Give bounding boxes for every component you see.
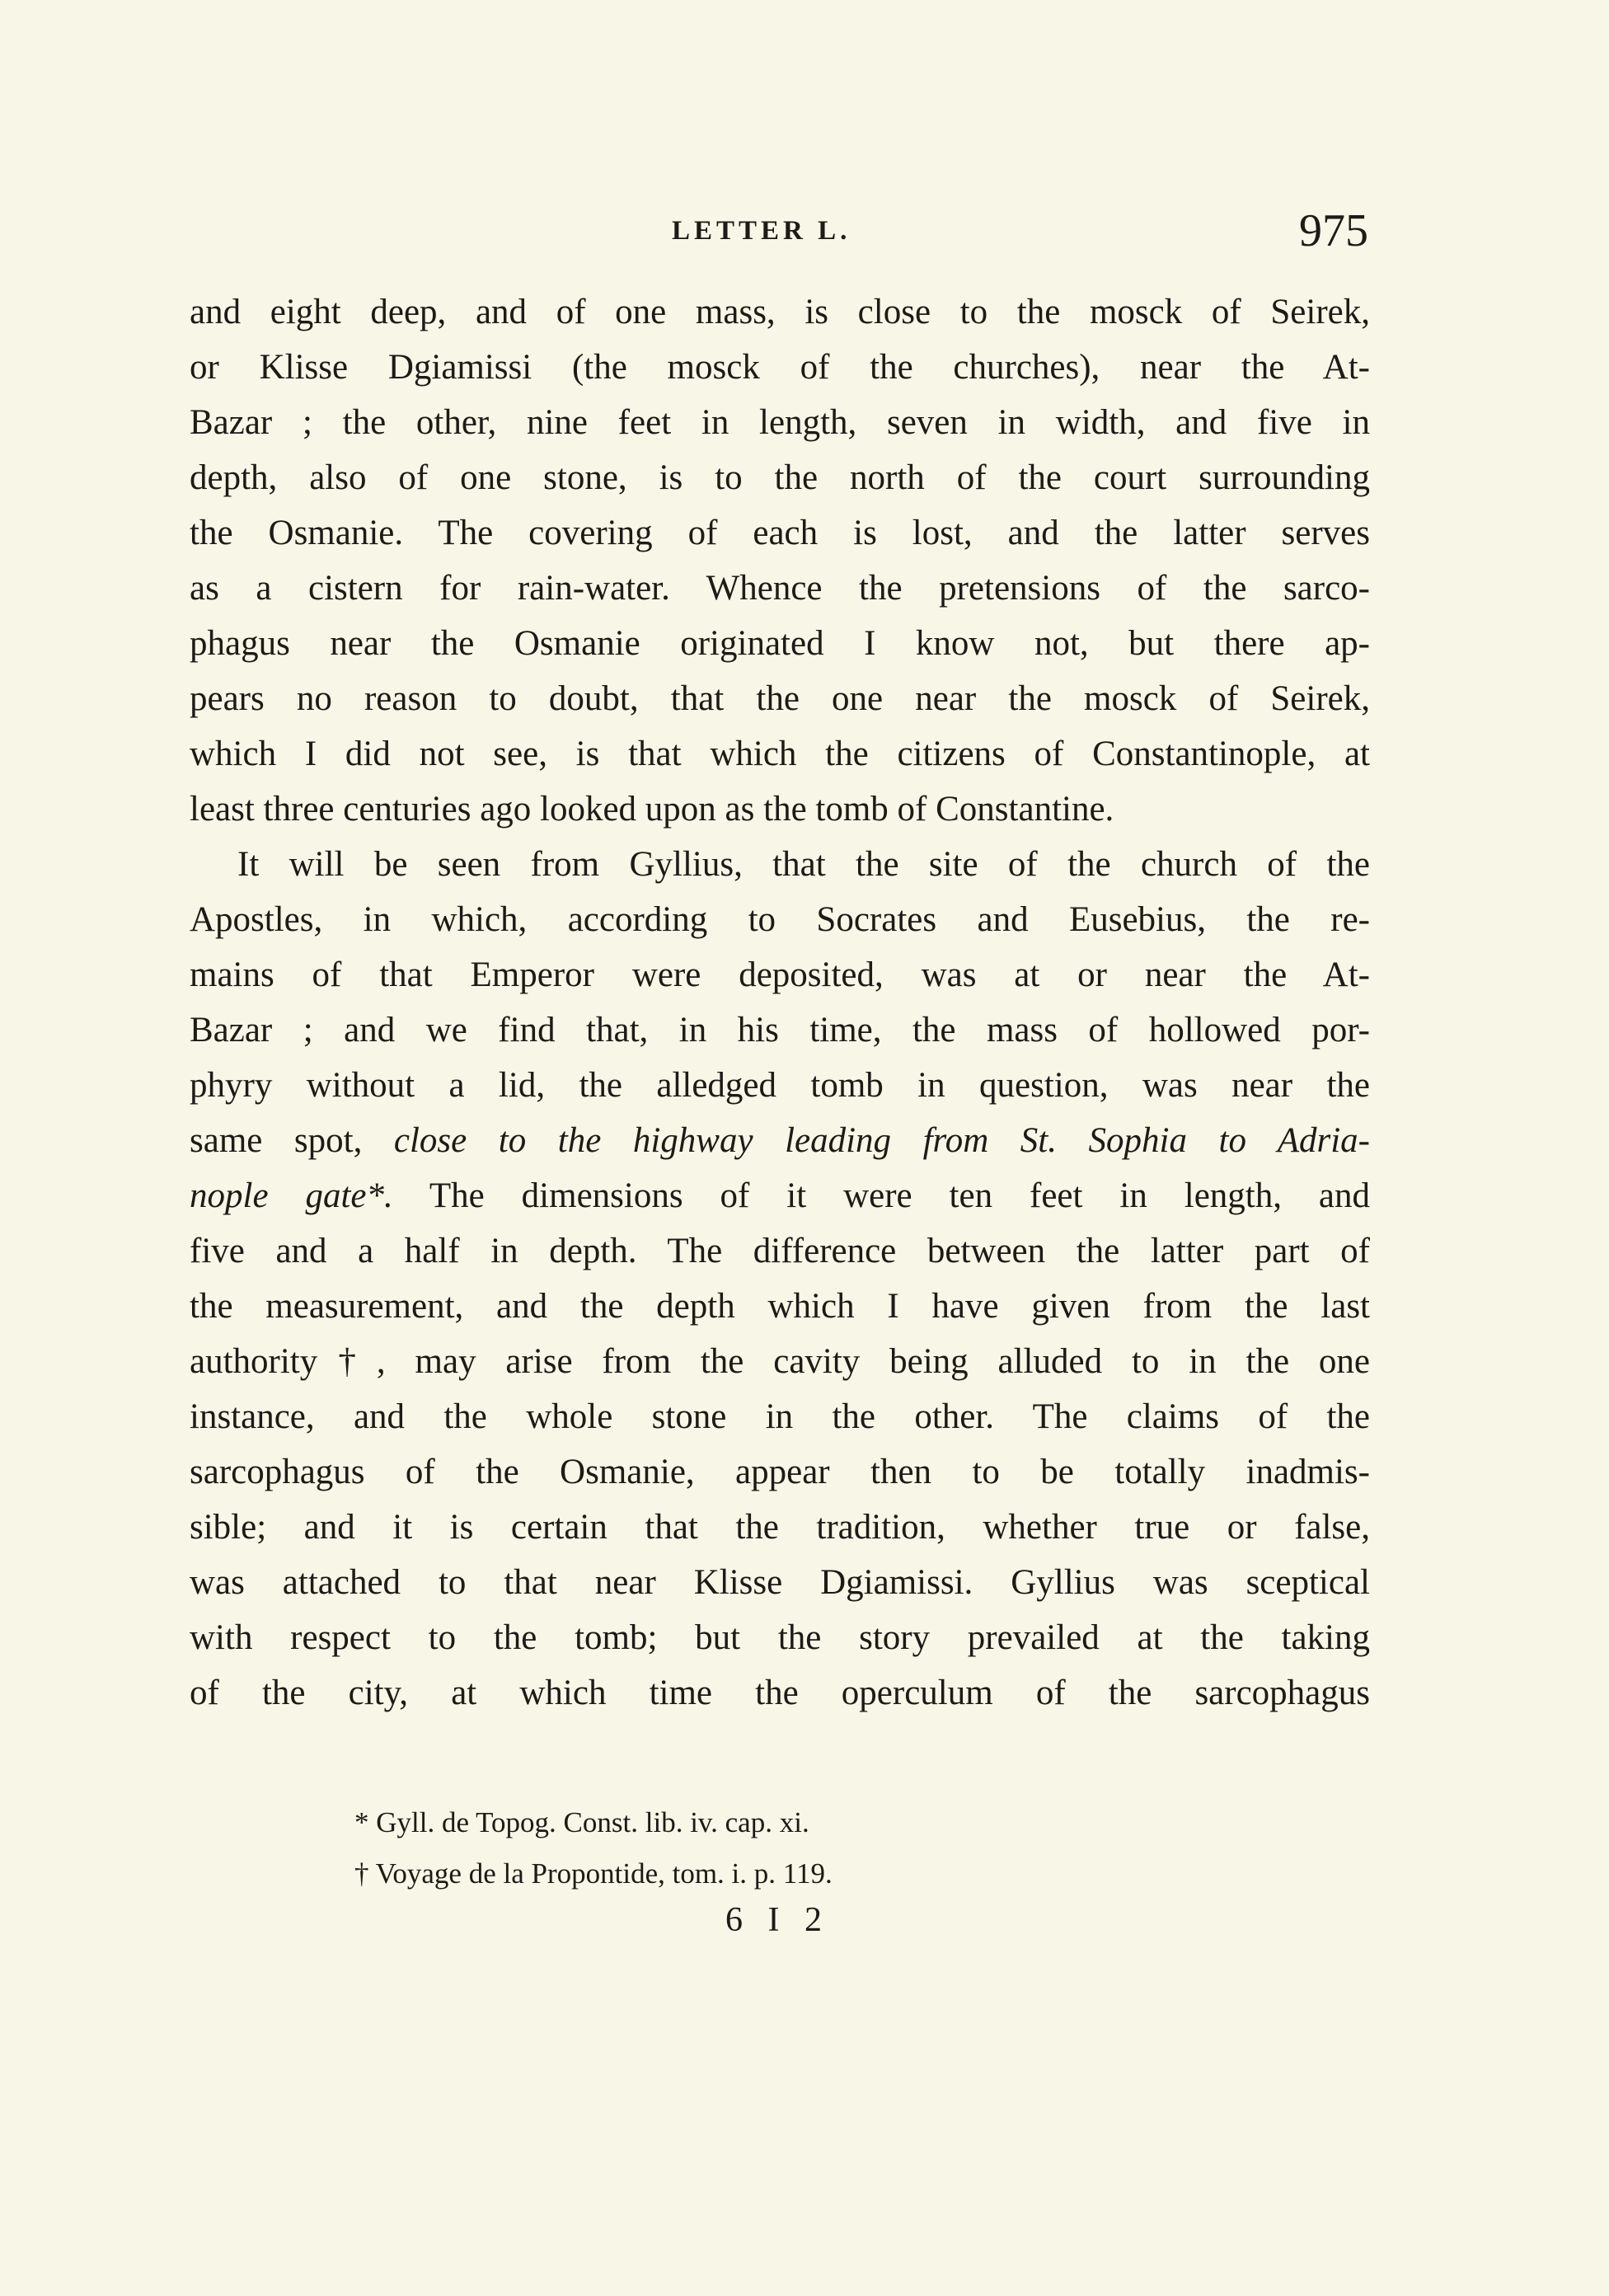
text-line: sarcophagus of the Osmanie, appear then to be totally inadmis- <box>190 1453 1370 1491</box>
text-line: Bazar ; the other, nine feet in length, seven in width, and five in <box>190 403 1370 442</box>
text-line: phyry without a lid, the alledged tomb in question, was near the <box>190 1066 1370 1105</box>
text-segment: The dimensions of it were ten feet in length, and <box>429 1176 1370 1215</box>
text-line: phagus near the Osmanie originated I know not, but there ap- <box>190 624 1370 663</box>
footnotes <box>354 1797 1096 1899</box>
signature-mark: 6 I 2 <box>725 1901 830 1939</box>
text-line: least three centuries ago looked upon as the tomb of Constantine. <box>190 790 1114 829</box>
running-head: LETTER L. <box>672 216 851 246</box>
text-line: as a cistern for rain-water. Whence the pretensions of the sarco- <box>190 569 1370 608</box>
text-line: pears no reason to doubt, that the one near the mosck of Seirek, <box>190 679 1370 718</box>
text-line: five and a half in depth. The difference between the latter part of <box>190 1232 1370 1270</box>
italic-quote-end: nople gate*. <box>190 1176 393 1215</box>
text-line: Bazar ; and we find that, in his time, the mass of hollowed por- <box>190 1011 1370 1049</box>
text-line: and eight deep, and of one mass, is close to the mosck of Seirek, <box>190 293 1370 331</box>
text-segment: same spot, <box>190 1121 363 1160</box>
text-line: which I did not see, is that which the citizens of Constantinople, at <box>190 735 1370 773</box>
text-line: mains of that Emperor were deposited, was at or near the At- <box>190 955 1370 994</box>
text-line: It will be seen from Gyllius, that the site of the church of the <box>237 845 1370 884</box>
text-line: with respect to the tomb; but the story prevailed at the taking <box>190 1618 1370 1657</box>
text-line: the Osmanie. The covering of each is lost, and the latter serves <box>190 514 1370 552</box>
footnote: † Voyage de la Propontide, tom. i. p. 119. <box>354 1857 833 1890</box>
text-line: instance, and the whole stone in the other. The claims of the <box>190 1397 1370 1436</box>
body-text <box>190 284 1370 1721</box>
page-number: 975 <box>1299 205 1368 256</box>
text-line: depth, also of one stone, is to the north of the court surrounding <box>190 458 1370 497</box>
text-line-mixed <box>190 1113 1370 1168</box>
footnote: * Gyll. de Topog. Const. lib. iv. cap. xi. <box>354 1806 809 1838</box>
text-line: authority†, may arise from the cavity being alluded to in the one <box>190 1342 1370 1381</box>
text-line: the measurement, and the depth which I have given from the last <box>190 1287 1370 1326</box>
text-line: or Klisse Dgiamissi (the mosck of the churches), near the At- <box>190 348 1370 387</box>
text-line: of the city, at which time the operculum of the sarcophagus <box>190 1674 1370 1712</box>
text-line: sible; and it is certain that the tradition, whether true or false, <box>190 1508 1370 1547</box>
text-line: Apostles, in which, according to Socrates and Eusebius, the re- <box>190 900 1370 939</box>
italic-quote: close to the highway leading from St. Sophia to Adria- <box>393 1121 1370 1160</box>
text-line: was attached to that near Klisse Dgiamissi. Gyllius was sceptical <box>190 1563 1370 1602</box>
page-header <box>190 204 1368 262</box>
text-line-mixed <box>190 1168 1370 1223</box>
